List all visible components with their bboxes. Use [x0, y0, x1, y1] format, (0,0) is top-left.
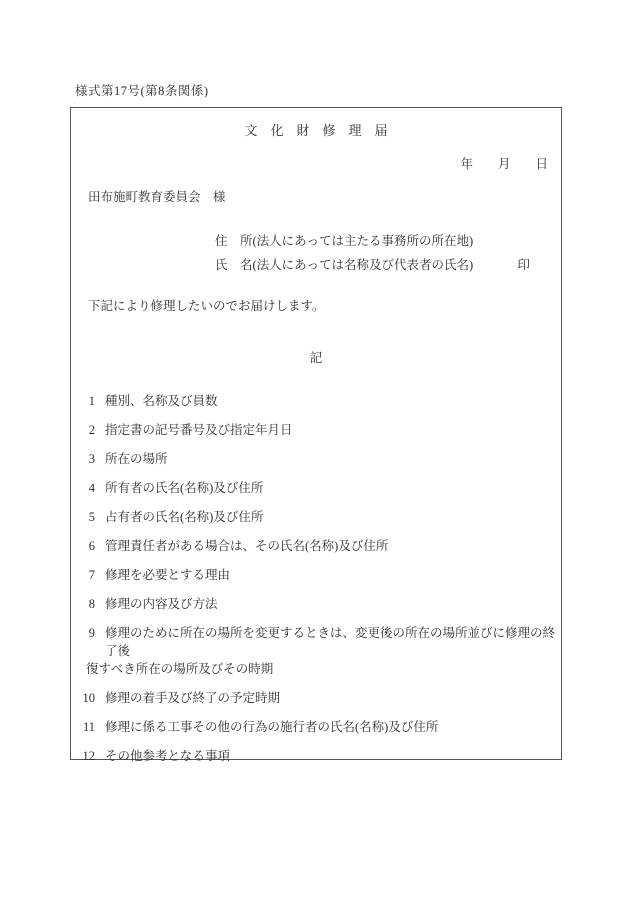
item-number: 7 — [88, 568, 95, 582]
name-line — [215, 256, 561, 274]
list-item-4 — [71, 479, 561, 497]
list-item-8 — [71, 595, 561, 613]
item-text: 占有者の氏名(名称)及び住所 — [105, 510, 264, 524]
item-number: 6 — [88, 539, 95, 553]
date-line: 年 月 日 — [460, 157, 548, 171]
item-number: 8 — [88, 597, 95, 611]
notice-text: 下記により修理したいのでお届けします。 — [88, 299, 325, 313]
item-text: その他参考となる事項 — [105, 749, 231, 763]
item-number: 10 — [82, 691, 95, 705]
item-text: 修理の着手及び終了の予定時期 — [105, 691, 281, 705]
address-name-block — [71, 232, 561, 274]
item-text-continuation: 復すべき所在の場所及びその時期 — [86, 662, 274, 676]
form-title: 文 化 財 修 理 届 — [244, 123, 388, 138]
item-text: 修理のために所在の場所を変更するときは、変更後の所在の場所並びに修理の終了後 — [105, 626, 556, 658]
list-item-5 — [71, 508, 561, 526]
item-text: 種別、名称及び員数 — [105, 394, 218, 408]
item-number: 3 — [88, 452, 95, 466]
item-number: 11 — [82, 720, 95, 734]
item-number: 5 — [88, 510, 95, 524]
list-item-12 — [71, 747, 561, 765]
item-text: 修理に係る工事その他の行為の施行者の氏名(名称)及び住所 — [105, 720, 439, 734]
form-number: 様式第17号(第8条関係) — [75, 84, 209, 98]
item-number: 2 — [88, 423, 95, 437]
item-number: 1 — [88, 394, 95, 408]
item-text: 修理を必要とする理由 — [105, 568, 231, 582]
seal-mark: 印 — [517, 258, 530, 272]
item-text: 所在の場所 — [105, 452, 168, 466]
list-item-9 — [71, 624, 561, 678]
list-item-3 — [71, 450, 561, 468]
item-text: 管理責任者がある場合は、その氏名(名称)及び住所 — [105, 539, 389, 553]
name-label: 氏 名(法人にあっては名称及び代表者の氏名) — [215, 258, 474, 272]
list-item-6 — [71, 537, 561, 555]
item-text: 修理の内容及び方法 — [105, 597, 218, 611]
item-number: 4 — [88, 481, 95, 495]
list-item-7 — [71, 566, 561, 584]
list-item-10 — [71, 689, 561, 707]
list-item-1 — [71, 392, 561, 410]
item-text: 指定書の記号番号及び指定年月日 — [105, 423, 293, 437]
list-item-2 — [71, 421, 561, 439]
item-number: 12 — [82, 749, 95, 763]
form-border-box — [70, 107, 562, 763]
item-text: 所有者の氏名(名称)及び住所 — [105, 481, 264, 495]
recipient-line: 田布施町教育委員会 様 — [88, 190, 226, 204]
item-list — [71, 392, 561, 765]
ki-heading: 記 — [309, 351, 323, 365]
address-label: 住 所(法人にあっては主たる事務所の所在地) — [215, 234, 474, 248]
item-number: 9 — [88, 626, 95, 640]
list-item-11 — [71, 718, 561, 736]
